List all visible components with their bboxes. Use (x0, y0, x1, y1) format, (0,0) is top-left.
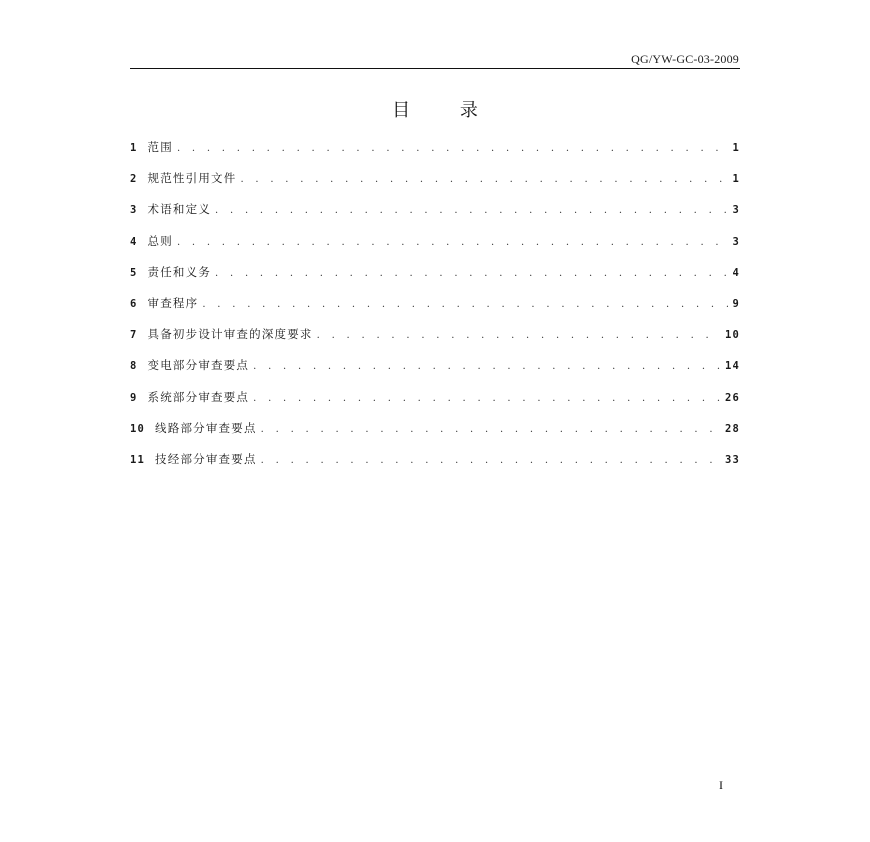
toc-entry-number: 10 (130, 422, 146, 435)
toc-entry-title: 规范性引用文件 (147, 171, 237, 186)
toc-entry-title: 变电部分审查要点 (147, 358, 250, 373)
toc-dot-leader (253, 361, 721, 372)
toc-dot-leader (261, 455, 721, 466)
toc-entry-number: 4 (130, 235, 138, 248)
toc-entry-page: 4 (732, 266, 740, 279)
toc-entry-9[interactable] (130, 389, 740, 420)
toc-entry-title: 责任和义务 (147, 264, 212, 279)
table-of-contents (130, 139, 740, 482)
toc-entry-title: 系统部分审查要点 (147, 389, 250, 404)
toc-dot-leader (202, 299, 728, 310)
toc-entry-title: 审查程序 (147, 295, 199, 310)
page-number: I (719, 778, 723, 792)
toc-entry-2[interactable] (130, 170, 740, 201)
toc-entry-5[interactable] (130, 264, 740, 295)
toc-entry-number: 2 (130, 173, 138, 186)
toc-entry-number: 6 (130, 297, 138, 310)
toc-entry-number: 3 (130, 204, 138, 217)
toc-entry-page: 1 (732, 142, 740, 154)
toc-dot-leader (240, 174, 728, 185)
toc-entry-page: 33 (724, 453, 740, 466)
toc-entry-title: 线路部分审查要点 (155, 420, 257, 435)
toc-entry-number: 5 (130, 266, 138, 279)
toc-entry-10[interactable] (130, 420, 740, 451)
toc-entry-page: 1 (732, 173, 740, 186)
toc-entry-4[interactable] (130, 233, 740, 264)
toc-dot-leader (215, 268, 728, 279)
toc-entry-title: 术语和定义 (147, 202, 212, 217)
toc-entry-page: 10 (724, 329, 740, 342)
toc-entry-page: 3 (732, 235, 740, 248)
toc-entry-number: 1 (130, 142, 138, 154)
toc-dot-leader (261, 424, 721, 435)
toc-entry-page: 28 (724, 422, 740, 435)
toc-entry-number: 11 (130, 453, 146, 466)
toc-entry-7[interactable] (130, 326, 740, 357)
toc-entry-number: 9 (130, 391, 138, 404)
toc-dot-leader (215, 205, 728, 216)
toc-dot-leader (177, 143, 728, 154)
toc-entry-page: 3 (732, 204, 740, 217)
toc-entry-6[interactable] (130, 295, 740, 326)
toc-entry-title: 范围 (147, 140, 173, 154)
toc-entry-page: 9 (732, 297, 740, 310)
toc-entry-3[interactable] (130, 201, 740, 232)
document-code: QG/YW-GC-03-2009 (631, 52, 739, 66)
toc-dot-leader (177, 237, 728, 248)
toc-entry-8[interactable] (130, 357, 740, 388)
toc-entry-title: 总则 (147, 233, 173, 248)
header-rule (130, 68, 740, 69)
toc-entry-page: 26 (724, 391, 740, 404)
toc-entry-title: 具备初步设计审查的深度要求 (147, 327, 313, 342)
toc-entry-number: 8 (130, 360, 138, 373)
page-title: 目 录 (392, 100, 500, 121)
toc-entry-11[interactable] (130, 451, 740, 482)
toc-entry-title: 技经部分审查要点 (155, 451, 257, 466)
toc-entry-number: 7 (130, 329, 138, 342)
toc-dot-leader (253, 393, 721, 404)
toc-entry-1[interactable] (130, 139, 740, 170)
toc-entry-page: 14 (724, 360, 740, 373)
toc-dot-leader (317, 330, 721, 341)
